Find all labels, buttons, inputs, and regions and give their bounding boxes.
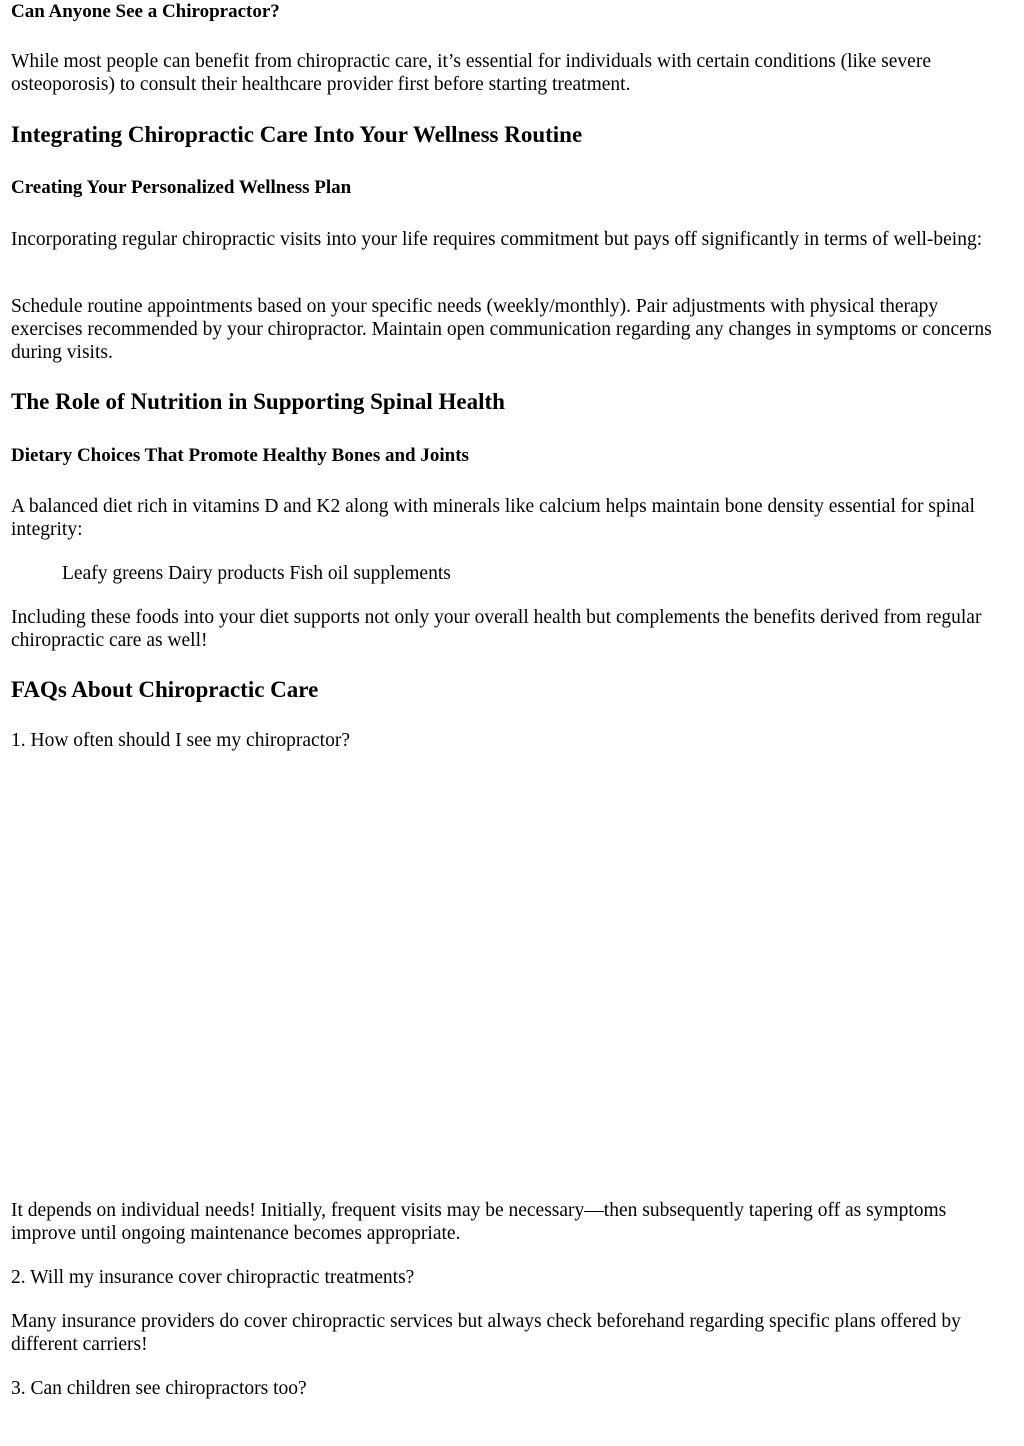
paragraph-can-anyone: While most people can benefit from chiropractic care, it’s essential for individuals with certain conditions (like severe osteoporosis) to consult their healthcare provider first before starting treatment. bbox=[11, 51, 931, 95]
paragraph-wellness-intro: Incorporating regular chiropractic visits into your life requires commitment but pays off significantly in terms of well-being: bbox=[11, 229, 983, 250]
food-list: Leafy greens Dairy products Fish oil supplements bbox=[62, 563, 451, 584]
paragraph-wellness-steps: Schedule routine appointments based on your specific needs (weekly/monthly). Pair adjustments with physical therapy exercises recommended by your chiropractor. Maintain open communication regarding any changes in symptoms or concerns during visits. bbox=[11, 296, 992, 363]
section-heading-faqs: FAQs About Chiropractic Care bbox=[11, 677, 319, 702]
faq-question-1: 1. How often should I see my chiropractor? bbox=[11, 730, 350, 751]
paragraph-dietary-intro: A balanced diet rich in vitamins D and K2 along with minerals like calcium helps maintain bone density essential for spinal integrity: bbox=[11, 496, 975, 540]
faq-question-2: 2. Will my insurance cover chiropractic treatments? bbox=[11, 1267, 415, 1288]
paragraph-foods-conclusion: Including these foods into your diet supports not only your overall health but complements the benefits derived from regular chiropractic care as well! bbox=[11, 607, 982, 651]
section-heading-can-anyone: Can Anyone See a Chiropractor? bbox=[11, 1, 280, 22]
section-heading-integrating: Integrating Chiropractic Care Into Your Wellness Routine bbox=[11, 122, 583, 147]
faq-answer-2: Many insurance providers do cover chiropractic services but always check beforehand regarding specific plans offered by different carriers! bbox=[11, 1311, 961, 1355]
subheading-dietary-choices: Dietary Choices That Promote Healthy Bones and Joints bbox=[11, 445, 469, 466]
section-heading-nutrition: The Role of Nutrition in Supporting Spinal Health bbox=[11, 389, 505, 414]
faq-answer-1: It depends on individual needs! Initially, frequent visits may be necessary—then subsequently tapering off as symptoms improve until ongoing maintenance becomes appropriate. bbox=[11, 1200, 947, 1244]
faq-question-3: 3. Can children see chiropractors too? bbox=[11, 1378, 307, 1399]
subheading-wellness-plan: Creating Your Personalized Wellness Plan bbox=[11, 177, 352, 198]
